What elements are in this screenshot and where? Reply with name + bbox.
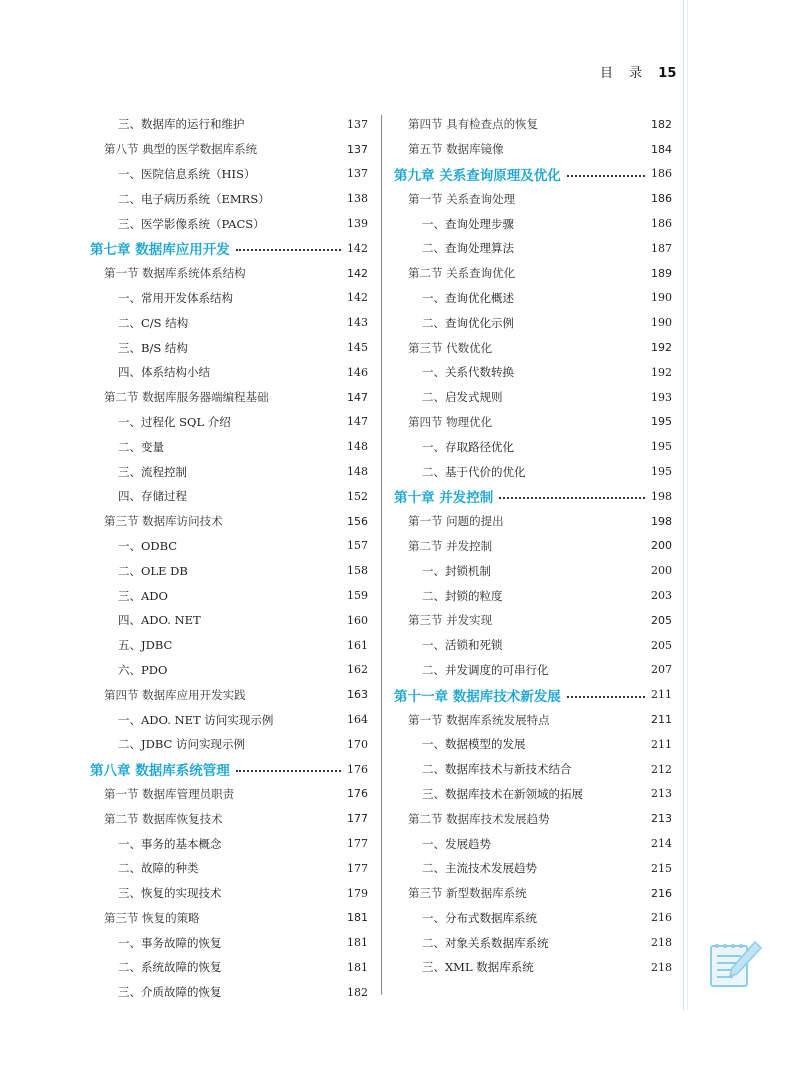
toc-page-number: 187	[651, 241, 672, 255]
toc-page-number: 192	[651, 365, 672, 379]
toc-entry-title: 一、分布式数据库系统	[422, 910, 537, 925]
toc-section-row	[90, 806, 368, 831]
toc-page-number: 195	[651, 440, 672, 454]
toc-entry-title: 三、介质故障的恢复	[118, 985, 222, 1000]
toc-entry-title: 一、数据模型的发展	[422, 737, 526, 752]
header-title: 目 录	[600, 66, 649, 81]
toc-entry-title: 三、医学影像系统（PACS）	[118, 216, 265, 231]
toc-page-number: 143	[347, 316, 368, 330]
toc-section-row	[394, 707, 672, 732]
toc-page-number: 213	[651, 787, 672, 801]
toc-sub-row	[90, 980, 368, 1005]
toc-sub-row	[90, 186, 368, 211]
toc-page-number: 190	[651, 316, 672, 330]
toc-entry-title: 二、启发式规则	[422, 390, 503, 405]
toc-entry-title: 四、存储过程	[118, 489, 187, 504]
toc-entry-title: 第一节 数据库管理员职责	[104, 786, 235, 801]
toc-entry-title: 二、对象关系数据库系统	[422, 935, 549, 950]
toc-sub-row	[90, 955, 368, 980]
toc-entry-title: 一、活锁和死锁	[422, 638, 503, 653]
toc-sub-row	[394, 385, 672, 410]
toc-entry-title: 二、查询优化示例	[422, 315, 514, 330]
toc-sub-row	[90, 930, 368, 955]
toc-page-number: 186	[651, 192, 672, 206]
toc-entry-title: 二、JDBC 访问实现示例	[118, 737, 245, 752]
toc-chapter-row	[394, 484, 672, 509]
toc-chapter-row	[90, 757, 368, 782]
toc-entry-title: 第四节 数据库应用开发实践	[104, 687, 246, 702]
toc-entry-title: 一、事务的基本概念	[118, 836, 222, 851]
toc-page-number: 138	[347, 192, 368, 206]
toc-page-number: 193	[651, 390, 672, 404]
toc-page-number: 190	[651, 291, 672, 305]
toc-page-number: 215	[651, 861, 672, 875]
toc-section-row	[394, 534, 672, 559]
toc-entry-title: 六、PDO	[118, 662, 168, 677]
toc-section-row	[90, 509, 368, 534]
toc-right-column	[394, 112, 672, 980]
toc-entry-title: 第七章 数据库应用开发	[90, 242, 230, 259]
toc-entry-title: 第一节 问题的提出	[408, 514, 504, 529]
toc-sub-row	[90, 558, 368, 583]
toc-page-number: 176	[347, 787, 368, 801]
toc-page-number: 148	[347, 440, 368, 454]
toc-page-number: 216	[651, 911, 672, 925]
toc-section-row	[394, 806, 672, 831]
page-edge-line	[683, 0, 684, 1010]
toc-entry-title: 第五节 数据库镜像	[408, 142, 504, 157]
toc-page-number: 182	[651, 117, 672, 131]
toc-sub-row	[90, 633, 368, 658]
toc-entry-title: 第一节 数据库系统发展特点	[408, 712, 550, 727]
toc-entry-title: 第二节 数据库服务器端编程基础	[104, 390, 269, 405]
toc-section-row	[394, 335, 672, 360]
toc-entry-title: 第四节 具有检查点的恢复	[408, 117, 539, 132]
toc-sub-row	[90, 335, 368, 360]
toc-sub-row	[394, 211, 672, 236]
toc-section-row	[394, 261, 672, 286]
toc-page-number: 160	[347, 613, 368, 627]
toc-page-number: 203	[651, 589, 672, 603]
toc-entry-title: 第三节 恢复的策略	[104, 910, 200, 925]
toc-page-number: 142	[347, 291, 368, 305]
toc-entry-title: 一、查询优化概述	[422, 290, 514, 305]
toc-page-number: 170	[347, 737, 368, 751]
toc-chapter-row	[394, 682, 672, 707]
toc-page-number: 211	[651, 688, 672, 702]
toc-page-number: 214	[651, 837, 672, 850]
toc-sub-row	[394, 459, 672, 484]
toc-chapter-row	[90, 236, 368, 261]
toc-entry-title: 二、并发调度的可串行化	[422, 662, 549, 677]
toc-entry-title: 第三节 新型数据库系统	[408, 886, 527, 901]
toc-page-number: 184	[651, 142, 672, 156]
toc-page-number: 146	[347, 365, 368, 379]
toc-entry-title: 二、变量	[118, 439, 164, 454]
toc-sub-row	[394, 831, 672, 856]
toc-entry-title: 第二节 数据库恢复技术	[104, 811, 223, 826]
toc-sub-row	[90, 658, 368, 683]
toc-leader-dots	[567, 175, 645, 177]
toc-entry-title: 一、ADO. NET 访问实现示例	[118, 712, 274, 727]
toc-sub-row	[90, 410, 368, 435]
toc-sub-row	[90, 112, 368, 137]
toc-page-number: 189	[651, 266, 672, 280]
toc-sub-row	[90, 856, 368, 881]
toc-entry-title: 第十章 并发控制	[394, 490, 494, 507]
toc-entry-title: 一、存取路径优化	[422, 439, 514, 454]
toc-entry-title: 三、恢复的实现技术	[118, 886, 222, 901]
toc-section-row	[394, 881, 672, 906]
toc-page-number: 179	[347, 886, 368, 900]
toc-page-number: 137	[347, 167, 368, 181]
toc-page-number: 192	[651, 341, 672, 355]
toc-entry-title: 二、故障的种类	[118, 861, 199, 876]
toc-page-number: 147	[347, 390, 368, 404]
toc-entry-title: 第二节 关系查询优化	[408, 266, 516, 281]
toc-sub-row	[394, 732, 672, 757]
toc-page-number: 181	[347, 960, 368, 974]
toc-sub-row	[394, 782, 672, 807]
toc-page-number: 161	[347, 638, 368, 652]
toc-page-number: 164	[347, 713, 368, 727]
toc-page-number: 218	[651, 936, 672, 950]
toc-sub-row	[394, 434, 672, 459]
toc-entry-title: 一、过程化 SQL 介绍	[118, 414, 231, 429]
toc-page-number: 148	[347, 465, 368, 479]
notebook-pencil-icon	[707, 938, 763, 990]
toc-entry-title: 第三节 并发实现	[408, 613, 493, 628]
toc-sub-row	[394, 286, 672, 311]
toc-leader-dots	[236, 249, 341, 251]
toc-sub-row	[394, 856, 672, 881]
toc-sub-row	[90, 881, 368, 906]
toc-entry-title: 二、数据库技术与新技术结合	[422, 762, 572, 777]
toc-sub-row	[90, 534, 368, 559]
toc-entry-title: 第一节 关系查询处理	[408, 191, 516, 206]
toc-page-number: 142	[347, 266, 368, 280]
toc-entry-title: 第三节 数据库访问技术	[104, 514, 223, 529]
toc-sub-row	[394, 757, 672, 782]
toc-entry-title: 三、流程控制	[118, 464, 187, 479]
toc-entry-title: 三、ADO	[118, 588, 168, 603]
toc-sub-row	[90, 608, 368, 633]
toc-sub-row	[394, 236, 672, 261]
toc-chapter-row	[394, 162, 672, 187]
toc-sub-row	[394, 360, 672, 385]
toc-entry-title: 第四节 物理优化	[408, 414, 493, 429]
toc-page-number: 212	[651, 762, 672, 776]
toc-page-number: 205	[651, 638, 672, 652]
toc-page-number: 142	[347, 241, 368, 255]
toc-entry-title: 第八节 典型的医学数据库系统	[104, 142, 258, 157]
toc-page-number: 177	[347, 861, 368, 875]
toc-page-number: 157	[347, 539, 368, 553]
toc-sub-row	[90, 286, 368, 311]
toc-sub-row	[394, 906, 672, 931]
toc-section-row	[90, 385, 368, 410]
toc-sub-row	[90, 162, 368, 187]
toc-page-number: 200	[651, 539, 672, 553]
toc-sub-row	[90, 583, 368, 608]
toc-page-number: 159	[347, 589, 368, 603]
toc-sub-row	[90, 360, 368, 385]
toc-page-number: 186	[651, 167, 672, 181]
toc-entry-title: 三、数据库的运行和维护	[118, 117, 245, 132]
toc-entry-title: 四、体系结构小结	[118, 365, 210, 380]
toc-section-row	[394, 608, 672, 633]
toc-page-number: 145	[347, 341, 368, 355]
toc-entry-title: 二、主流技术发展趋势	[422, 861, 537, 876]
toc-sub-row	[90, 211, 368, 236]
toc-entry-title: 一、查询处理步骤	[422, 216, 514, 231]
toc-entry-title: 第二节 并发控制	[408, 538, 493, 553]
toc-sub-row	[394, 583, 672, 608]
toc-page-number: 198	[651, 514, 672, 528]
toc-leader-dots	[567, 696, 645, 698]
toc-leader-dots	[499, 497, 645, 499]
toc-page-number: 177	[347, 812, 368, 826]
toc-page-number: 137	[347, 117, 368, 131]
toc-sub-row	[394, 558, 672, 583]
toc-page-number: 200	[651, 564, 672, 578]
toc-page-number: 156	[347, 514, 368, 528]
toc-page-number: 163	[347, 688, 368, 702]
toc-page-number: 216	[651, 886, 672, 900]
toc-entry-title: 第八章 数据库系统管理	[90, 763, 230, 780]
toc-entry-title: 三、XML 数据库系统	[422, 960, 534, 975]
page-header	[600, 62, 676, 81]
toc-page-number: 137	[347, 142, 368, 156]
toc-entry-title: 五、JDBC	[118, 638, 173, 653]
toc-sub-row	[394, 930, 672, 955]
toc-page-number: 213	[651, 812, 672, 826]
toc-entry-title: 四、ADO. NET	[118, 613, 201, 628]
toc-entry-title: 一、发展趋势	[422, 836, 491, 851]
toc-entry-title: 二、电子病历系统（EMRS）	[118, 191, 270, 206]
toc-sub-row	[394, 633, 672, 658]
toc-page-number: 176	[347, 762, 368, 776]
toc-section-row	[90, 782, 368, 807]
header-page-number: 15	[658, 66, 677, 81]
toc-entry-title: 一、医院信息系统（HIS）	[118, 166, 256, 181]
toc-sub-row	[90, 831, 368, 856]
toc-section-row	[394, 137, 672, 162]
toc-sub-row	[394, 658, 672, 683]
toc-section-row	[90, 682, 368, 707]
toc-page-number: 195	[651, 465, 672, 479]
toc-page-number: 218	[651, 960, 672, 974]
toc-leader-dots	[236, 770, 341, 772]
toc-entry-title: 第三节 代数优化	[408, 340, 493, 355]
toc-section-row	[90, 906, 368, 931]
toc-entry-title: 二、C/S 结构	[118, 315, 189, 330]
toc-entry-title: 一、事务故障的恢复	[118, 935, 222, 950]
toc-entry-title: 一、ODBC	[118, 538, 178, 553]
toc-entry-title: 第九章 关系查询原理及优化	[394, 167, 561, 184]
toc-page-number: 152	[347, 489, 368, 503]
toc-page-number: 198	[651, 489, 672, 503]
toc-page-number: 181	[347, 936, 368, 950]
toc-page-number: 162	[347, 663, 368, 677]
toc-entry-title: 三、B/S 结构	[118, 340, 188, 355]
toc-page-number: 205	[651, 613, 672, 627]
toc-sub-row	[90, 459, 368, 484]
toc-page-number: 177	[347, 837, 368, 850]
column-divider	[381, 115, 382, 995]
toc-page-number: 207	[651, 663, 672, 677]
toc-page-number: 195	[651, 415, 672, 429]
toc-entry-title: 一、封锁机制	[422, 563, 491, 578]
toc-page-number: 182	[347, 985, 368, 999]
toc-sub-row	[394, 310, 672, 335]
toc-page-number: 211	[651, 737, 672, 751]
toc-entry-title: 第二节 数据库技术发展趋势	[408, 811, 550, 826]
toc-sub-row	[394, 955, 672, 980]
toc-section-row	[90, 137, 368, 162]
toc-entry-title: 二、基于代价的优化	[422, 464, 526, 479]
toc-section-row	[394, 186, 672, 211]
page-edge-line-inner	[687, 0, 688, 1010]
toc-sub-row	[90, 707, 368, 732]
toc-page-number: 211	[651, 713, 672, 727]
toc-sub-row	[90, 434, 368, 459]
toc-section-row	[394, 509, 672, 534]
toc-page-number: 181	[347, 911, 368, 925]
toc-page-number: 139	[347, 217, 368, 231]
toc-entry-title: 二、系统故障的恢复	[118, 960, 222, 975]
toc-sub-row	[90, 484, 368, 509]
toc-entry-title: 二、查询处理算法	[422, 241, 514, 256]
toc-page-number: 158	[347, 564, 368, 578]
toc-section-row	[394, 410, 672, 435]
toc-entry-title: 二、封锁的粒度	[422, 588, 503, 603]
toc-entry-title: 第十一章 数据库技术新发展	[394, 688, 561, 705]
toc-section-row	[90, 261, 368, 286]
toc-entry-title: 一、常用开发体系结构	[118, 290, 233, 305]
toc-page-number: 147	[347, 415, 368, 429]
toc-entry-title: 三、数据库技术在新领域的拓展	[422, 786, 583, 801]
toc-left-column	[90, 112, 368, 1005]
toc-section-row	[394, 112, 672, 137]
toc-sub-row	[90, 732, 368, 757]
toc-page-number: 186	[651, 217, 672, 231]
toc-sub-row	[90, 310, 368, 335]
toc-entry-title: 第一节 数据库系统体系结构	[104, 266, 246, 281]
toc-entry-title: 一、关系代数转换	[422, 365, 514, 380]
toc-entry-title: 二、OLE DB	[118, 563, 188, 578]
